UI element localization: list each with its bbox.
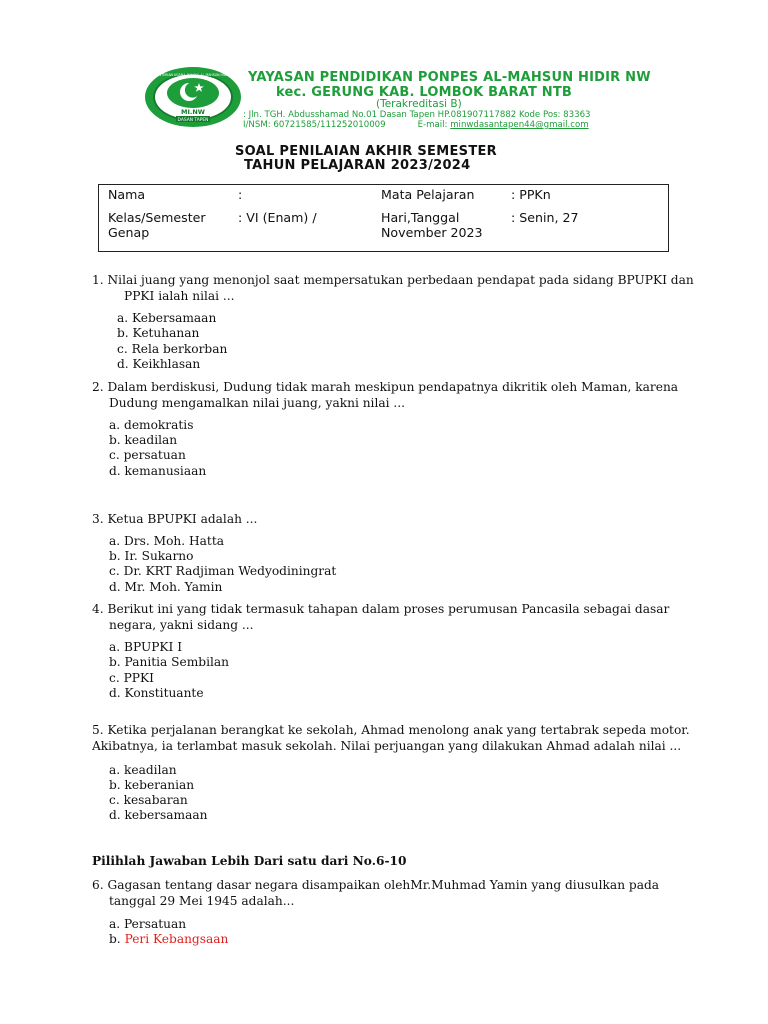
kelas-value: : VI (Enam) / (238, 210, 317, 225)
question-4-option-a: a. BPUPKI I (109, 640, 183, 654)
question-3-option-a: a. Drs. Moh. Hatta (109, 534, 224, 548)
question-1-line2: PPKI ialah nilai ... (124, 289, 235, 303)
mapel-value: : PPKn (511, 187, 551, 202)
question-6-option-b-text: Peri Kebangsaan (124, 932, 229, 946)
question-4-option-d: d. Konstituante (109, 686, 204, 700)
question-6-option-b-prefix: b. (109, 932, 121, 946)
question-5-option-b: b. keberanian (109, 778, 195, 792)
question-2-option-b: b. keadilan (109, 433, 178, 447)
question-5-line2: Akibatnya, ia terlambat masuk sekolah. Nilai perjuangan yang dilakukan Ahmad adalah nilai ... (92, 739, 682, 753)
question-5-option-c: c. kesabaran (109, 793, 188, 807)
question-1-option-b: b. Ketuhanan (117, 326, 200, 340)
question-6-option-a: a. Persatuan (109, 917, 187, 931)
question-2-line2: Dudung mengamalkan nilai juang, yakni nilai ... (109, 396, 406, 410)
email-label: E-mail: (417, 120, 448, 130)
accreditation: (Terakreditasi B) (376, 98, 462, 110)
multi-answer-instruction: Pilihlah Jawaban Lebih Dari satu dari No.6-10 (92, 854, 407, 868)
nama-label: Nama (108, 187, 146, 202)
address: : Jln. TGH. Abdusshamad No.01 Dasan Tapen HP.081907117882 Kode Pos: 83363 (243, 110, 591, 120)
student-info-box (98, 184, 669, 252)
question-5-line1: 5. Ketika perjalanan berangkat ke sekolah, Ahmad menolong anak yang tertabrak sepeda motor. (92, 723, 690, 737)
question-4-line1: 4. Berikut ini yang tidak termasuk tahapan dalam proses perumusan Pancasila sebagai dasar (92, 602, 670, 616)
school-logo (143, 66, 243, 128)
question-6-line2: tanggal 29 Mei 1945 adalah... (109, 894, 295, 908)
hari-value: : Senin, 27 (511, 210, 579, 225)
question-3-option-c: c. Dr. KRT Radjiman Wedyodiningrat (109, 564, 337, 578)
logo-school: MI.NW (181, 108, 205, 116)
nsm-email-line (243, 120, 589, 130)
question-1-option-a: a. Kebersamaan (117, 311, 217, 325)
hari-label: Hari,Tanggal (381, 210, 460, 225)
question-4-line2: negara, yakni sidang ... (109, 618, 254, 632)
org-name: YAYASAN PENDIDIKAN PONPES AL-MAHSUN HIDIR NW (248, 70, 651, 85)
kelas-cont: Genap (108, 225, 150, 240)
question-2-option-d: d. kemanusiaan (109, 464, 207, 478)
question-3-option-b: b. Ir. Sukarno (109, 549, 194, 563)
question-4-option-b: b. Panitia Sembilan (109, 655, 229, 669)
question-3-option-d: d. Mr. Moh. Yamin (109, 580, 223, 594)
email-link[interactable]: minwdasantapen44@gmail.com (450, 120, 589, 130)
hari-cont: November 2023 (381, 225, 483, 240)
question-6-option-b (109, 932, 228, 946)
exam-title: SOAL PENILAIAN AKHIR SEMESTER (235, 144, 497, 159)
logo-top-text: KEMENTERIAN AGAMA PONPES AL-MAHSUN HIDIR NW (149, 73, 237, 77)
question-1-option-c: c. Rela berkorban (117, 342, 228, 356)
question-1-line1: 1. Nilai juang yang menonjol saat mempersatukan perbedaan pendapat pada sidang BPUPKI dan (92, 273, 694, 287)
question-2-option-c: c. persatuan (109, 448, 186, 462)
question-2-option-a: a. demokratis (109, 418, 194, 432)
org-location: kec. GERUNG KAB. LOMBOK BARAT NTB (276, 85, 573, 100)
question-5-option-a: a. keadilan (109, 763, 177, 777)
question-5-option-d: d. kebersamaan (109, 808, 208, 822)
nama-separator: : (238, 187, 243, 202)
logo-place: DASAN TAPEN (177, 117, 209, 123)
question-3-line1: 3. Ketua BPUPKI adalah ... (92, 512, 258, 526)
question-6-line1: 6. Gagasan tentang dasar negara disampaikan olehMr.Muhmad Yamin yang diusulkan pada (92, 878, 660, 892)
question-4-option-c: c. PPKI (109, 671, 154, 685)
nsm: I/NSM: 60721585/111252010009 (243, 120, 386, 130)
question-2-line1: 2. Dalam berdiskusi, Dudung tidak marah meskipun pendapatnya dikritik oleh Maman, karena (92, 380, 679, 394)
kelas-label: Kelas/Semester (108, 210, 206, 225)
exam-year: TAHUN PELAJARAN 2023/2024 (244, 158, 471, 173)
question-1-option-d: d. Keikhlasan (117, 357, 201, 371)
mapel-label: Mata Pelajaran (381, 187, 475, 202)
